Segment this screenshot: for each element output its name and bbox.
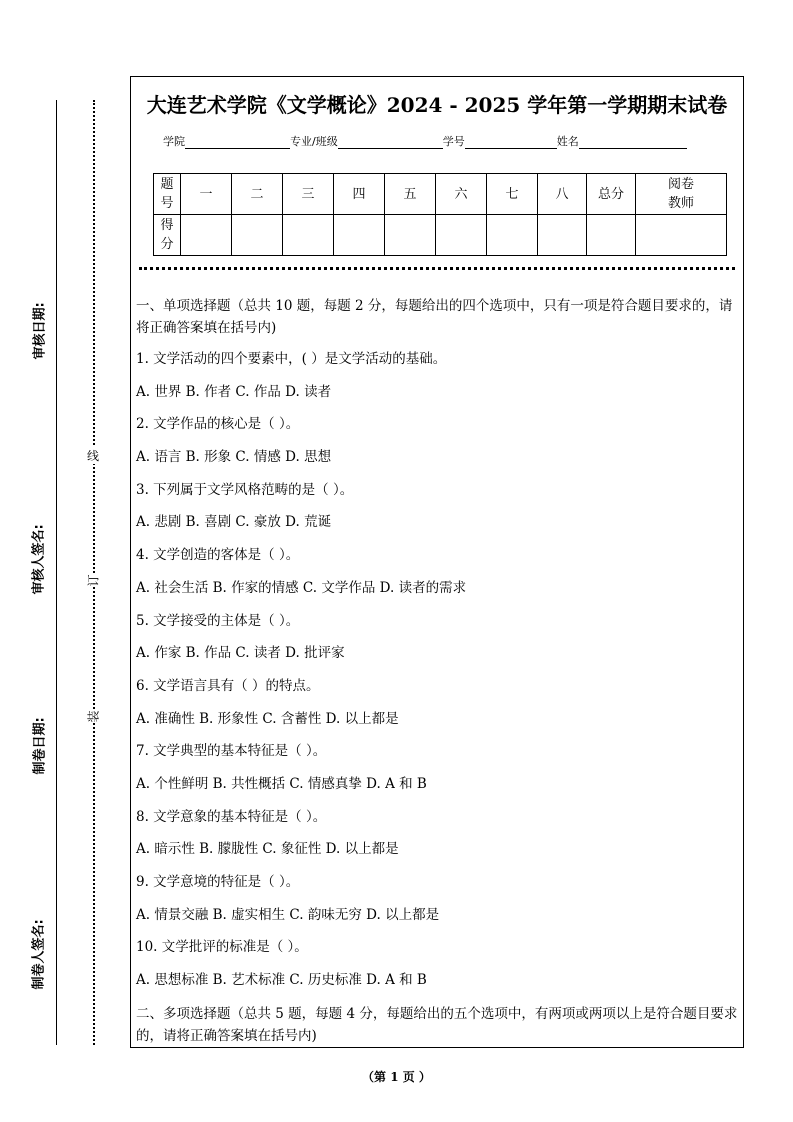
review-date-label: 审核日期: [32, 302, 48, 360]
page-number: （第 1 页 ） [362, 1070, 431, 1084]
col-3: 三 [283, 174, 334, 215]
questions-content [136, 295, 740, 1047]
options-10: A. 思想标准 B. 艺术标准 C. 历史标准 D. A 和 B [136, 972, 427, 989]
binding-dotted-line [93, 100, 95, 1045]
col-6: 六 [436, 174, 487, 215]
question-1: 1. 文学活动的四个要素中，( ）是文学活动的基础。 [136, 351, 447, 367]
col-2: 二 [232, 174, 283, 215]
question-2: 2. 文学作品的核心是（ ）。 [136, 416, 300, 433]
options-6: A. 准确性 B. 形象性 C. 含蓄性 D. 以上都是 [136, 710, 399, 727]
name-blank[interactable] [579, 136, 687, 149]
make-date-label: 制卷日期: [32, 717, 48, 775]
row-label-score: 得 分 [154, 215, 181, 256]
score-table-score-row [154, 215, 727, 256]
student-no-blank[interactable] [465, 136, 557, 149]
question-6: 6. 文学语言具有（ ）的特点。 [136, 677, 320, 694]
binding-mark-ding: 订 [86, 574, 101, 587]
options-3: A. 悲剧 B. 喜剧 C. 豪放 D. 荒诞 [136, 514, 332, 531]
score-cell[interactable] [232, 215, 283, 256]
student-info-line [163, 133, 687, 149]
binding-mark-zhuang: 装 [86, 710, 101, 723]
score-cell[interactable] [636, 215, 727, 256]
options-7: A. 个性鲜明 B. 共性概括 C. 情感真挚 D. A 和 B [136, 775, 427, 792]
options-4: A. 社会生活 B. 作家的情感 C. 文学作品 D. 读者的需求 [136, 579, 467, 596]
col-7: 七 [487, 174, 538, 215]
section1-heading: 一、单项选择题（总共 10 题，每题 2 分，每题给出的四个选项中，只有一项是符合题目要求的，请将正确答案填在括号内) [136, 298, 733, 336]
score-cell[interactable] [385, 215, 436, 256]
question-7: 7. 文学典型的基本特征是（ ）。 [136, 743, 327, 760]
question-3: 3. 下列属于文学风格范畴的是（ ）。 [136, 481, 354, 498]
name-label: 姓名 [556, 135, 579, 148]
exam-title: 大连艺术学院《文学概论》2024 - 2025 学年第一学期期末试卷 [146, 93, 728, 117]
score-cell[interactable] [181, 215, 232, 256]
student-no-label: 学号 [442, 135, 465, 148]
binding-mark-xian: 线 [87, 449, 100, 463]
options-2: A. 语言 B. 形象 C. 情感 D. 思想 [136, 449, 332, 466]
score-table [153, 173, 727, 256]
options-9: A. 情景交融 B. 虚实相生 C. 韵味无穷 D. 以上都是 [136, 906, 440, 923]
col-5: 五 [385, 174, 436, 215]
score-cell[interactable] [538, 215, 587, 256]
col-8: 八 [538, 174, 587, 215]
options-1: A. 世界 B. 作者 C. 作品 D. 读者 [136, 383, 332, 400]
row-label-number: 题 号 [154, 174, 181, 215]
score-cell[interactable] [436, 215, 487, 256]
dotted-separator [139, 267, 735, 270]
col-grader: 阅卷 教师 [636, 174, 727, 215]
college-blank[interactable] [185, 136, 290, 149]
college-label: 学院 [163, 135, 185, 148]
maker-sign-label: 制卷人签名: [31, 919, 47, 990]
score-cell[interactable] [334, 215, 385, 256]
score-cell[interactable] [487, 215, 538, 256]
options-8: A. 暗示性 B. 朦胧性 C. 象征性 D. 以上都是 [136, 841, 399, 858]
question-4: 4. 文学创造的客体是（ ）。 [136, 547, 300, 564]
binding-solid-line [56, 100, 57, 1045]
col-1: 一 [181, 174, 232, 215]
col-total: 总分 [587, 174, 636, 215]
major-label: 专业/班级 [290, 135, 338, 148]
options-5: A. 作家 B. 作品 C. 读者 D. 批评家 [136, 645, 345, 662]
question-9: 9. 文学意境的特征是（ ）。 [136, 874, 300, 890]
section2-heading: 二、多项选择题（总共 5 题，每题 4 分，每题给出的五个选项中，有两项或两项以上是符合题目要求的，请将正确答案填在括号内) [136, 1005, 738, 1044]
score-table-header-row [154, 174, 727, 215]
reviewer-sign-label: 审核人签名: [31, 524, 47, 595]
exam-frame [130, 76, 744, 1048]
col-4: 四 [334, 174, 385, 215]
question-8: 8. 文学意象的基本特征是（ ）。 [136, 808, 327, 825]
major-blank[interactable] [338, 136, 443, 149]
score-cell[interactable] [283, 215, 334, 256]
question-10: 10. 文学批评的标准是（ ）。 [136, 939, 308, 956]
score-cell[interactable] [587, 215, 636, 256]
question-5: 5. 文学接受的主体是（ ）。 [136, 612, 300, 629]
